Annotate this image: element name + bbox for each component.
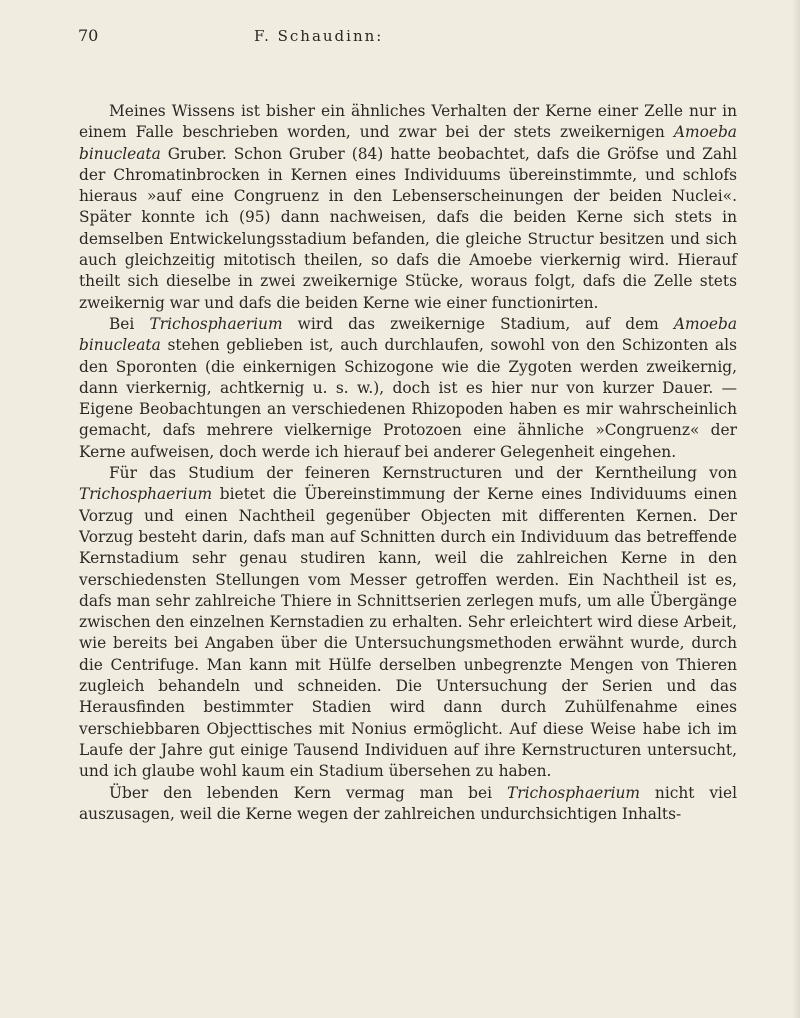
paragraph-text: Über den lebenden Kern vermag man bei (109, 783, 507, 802)
paragraph-text: Meines Wissens ist bisher ein ähnliches Verhalten der Kerne einer Zelle nur in einem Falle beschrieben worden, und zwar bei der stets zweikernigen (79, 102, 737, 142)
species-name: Amoeba binucleata (79, 123, 737, 163)
paragraph-1 (79, 101, 737, 314)
paragraph-text: bietet die Übereinstimmung der Kerne eines Individuums einen Vorzug und einen Nachtheil gegenüber Objecten mit differenten Kernen. Der Vorzug besteht darin, dafs man auf Schnitten durch ein Individuum das betreffende Kernstadium sehr genau studiren kann, weil die zahlreichen Kerne in den verschiedensten Stellungen vom Messer getroffen werden. Ein Nachtheil ist es, dafs man sehr zahlreiche Thiere in Schnittserien zerlegen mufs, um alle Übergänge zwischen den einzelnen Kernstadien zu erhalten. Sehr erleichtert wird diese Arbeit, wie bereits bei Angaben über die Untersuchungsmethoden erwähnt wurde, durch die Centrifuge. Man kann mit Hülfe derselben unbegrenzte Mengen von Thieren zugleich behandeln und schneiden. Die Untersuchung der Serien und das Herausfinden bestimmter Stadien wird dann durch Zuhülfenahme eines verschiebbaren Objecttisches mit Nonius ermöglicht. Auf diese Weise habe ich im Laufe der Jahre gut einige Tausend Individuen auf ihre Kernstructuren untersucht, und ich glaube wohl kaum ein Stadium übersehen zu haben. (79, 485, 737, 781)
species-name: Trichosphaerium (79, 485, 213, 504)
page-number: 70 (78, 26, 99, 45)
paragraph-text: Gruber. Schon Gruber (84) hatte beobachtet, dafs die Gröfse und Zahl der Chromatinbrocken in Kernen eines Individuums übereinstimmte, und schlofs hieraus »auf eine Congruenz in den Lebenserscheinungen der beiden Nuclei«. Später konnte ich (95) dann nachweisen, dafs die beiden Kerne sich stets in demselben Entwickelungsstadium befanden, die gleiche Structur besitzen und sich auch gleichzeitig mitotisch theilen, so dafs die Amoebe vierkernig wird. Hierauf theilt sich dieselbe in zwei zweikernige Stücke, woraus folgt, dafs die Zelle stets zweikernig war und dafs die beiden Kerne wie einer functionirten. (79, 144, 737, 312)
paragraph-text: Für das Studium der feineren Kernstructuren und der Kerntheilung von (109, 464, 737, 483)
species-name: Trichosphaerium (149, 314, 283, 333)
paragraph-3 (79, 463, 737, 782)
paragraph-2 (79, 314, 737, 463)
paragraph-text: wird das zweikernige Stadium, auf dem (282, 314, 674, 333)
page-edge-shadow (792, 0, 800, 1018)
page-header (78, 27, 728, 49)
species-name: Amoeba binucleata (79, 314, 738, 355)
paragraph-text: nicht viel auszusagen, weil die Kerne wegen der zahlreichen undurchsichtigen Inhalts- (79, 783, 738, 823)
paragraph-4 (79, 783, 737, 826)
paragraph-text: Bei (109, 314, 150, 333)
body-text (79, 101, 737, 825)
paragraph-text: stehen geblieben ist, auch durchlaufen, sowohl von den Schizonten als den Sporonten (die einkernigen Schizogone wie die Zygoten werden zweikernig, dann vierkernig, achtkernig u. s. w.), doch ist es hier nur von kurzer Dauer. — Eigene Beobachtungen an verschiedenen Rhizopoden haben es mir wahrscheinlich gemacht, dafs mehrere vielkernige Protozoen eine ähnliche »Congruenz« der Kerne aufweisen, doch werde ich hierauf bei anderer Gelegenheit eingehen. (79, 336, 737, 461)
species-name: Trichosphaerium (506, 783, 641, 802)
running-head: F. Schaudinn: (254, 27, 384, 45)
